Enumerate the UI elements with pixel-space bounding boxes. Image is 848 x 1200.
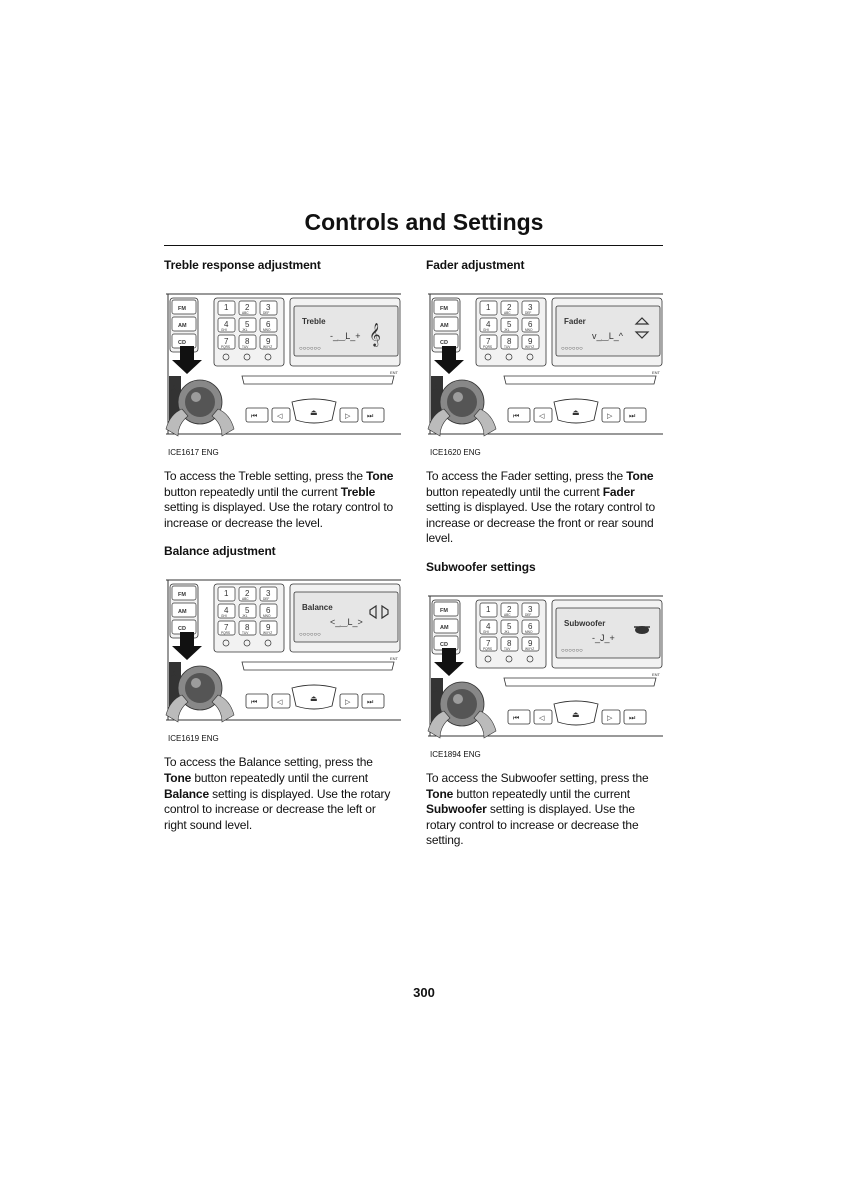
music-note-icon: ♫ — [170, 668, 177, 679]
bold-term: Treble — [340, 484, 376, 499]
seek-fwd-icon: ▷ — [607, 413, 613, 420]
preset-number: 8 — [245, 337, 250, 346]
preset-sublabel: DEF — [263, 311, 270, 315]
bold-term: Tone — [626, 469, 654, 483]
eject-icon: ⏏ — [310, 408, 318, 417]
display-label: Fader — [564, 317, 586, 326]
preset-number: 8 — [507, 638, 512, 648]
bold-term: Tone — [426, 786, 454, 801]
preset-sublabel: GHI — [221, 614, 227, 619]
prev-track-icon: ⏮ — [513, 413, 520, 420]
preset-sublabel: JKL — [242, 328, 248, 332]
text-run: button repeatedly until the current — [164, 484, 341, 499]
preset-sublabel: TUV — [242, 631, 249, 636]
text-run: To access the Subwoofer setting, press the — [426, 770, 649, 785]
preset-sublabel: TUV — [504, 345, 511, 349]
seek-back-icon: ◁ — [539, 413, 545, 420]
preset-number: 4 — [486, 621, 491, 631]
preset-sublabel: ABC — [242, 311, 249, 315]
text-run: button repeatedly until the current — [191, 770, 368, 785]
preset-sublabel: WXYZ — [525, 646, 535, 651]
preset-sublabel: GHI — [221, 328, 227, 332]
balance-figure — [164, 570, 400, 730]
band-button-label: CD — [178, 340, 186, 346]
preset-number: 9 — [266, 623, 271, 633]
treble-figure — [164, 284, 400, 444]
bold-term: Tone — [366, 469, 394, 483]
preset-number: 5 — [245, 606, 250, 616]
text-run: setting is displayed. Use the rotary control to increase or decrease the front or rear sound level. — [426, 500, 656, 546]
fader-section — [426, 258, 662, 547]
preset-number: 2 — [245, 589, 250, 599]
cd-slot — [504, 376, 656, 384]
figure-id: ICE1620 ENG — [430, 448, 481, 457]
preset-number: 1 — [486, 604, 491, 614]
eject-icon: ⏏ — [572, 709, 580, 719]
preset-number: 4 — [486, 320, 491, 329]
seek-back-icon: ◁ — [539, 714, 545, 722]
bold-term: Subwoofer — [426, 802, 487, 817]
indicator-dots: ○○○○○○ — [299, 346, 321, 352]
preset-sublabel: GHI — [483, 629, 489, 634]
cd-slot — [242, 376, 394, 384]
preset-number: 3 — [528, 604, 533, 614]
preset-number: 8 — [245, 623, 250, 633]
display-value: v_‿L_^ — [592, 331, 623, 341]
preset-number: 5 — [507, 621, 512, 631]
preset-sublabel: PQRS — [483, 646, 493, 651]
radio-panel-illustration — [426, 284, 663, 444]
section-heading: Treble response adjustment — [164, 258, 321, 272]
seek-back-icon: ◁ — [277, 413, 283, 420]
fader-figure — [426, 284, 662, 444]
text-run: To access the Balance setting, press the — [164, 755, 373, 770]
preset-number: 9 — [528, 337, 533, 346]
band-button-label: FM — [440, 607, 448, 614]
cd-slot-label: ENT — [652, 671, 660, 677]
bold-term: Fader — [602, 484, 635, 499]
preset-number: 2 — [507, 303, 512, 312]
balance-section — [164, 544, 400, 833]
preset-sublabel: WXYZ — [263, 345, 273, 349]
music-note-icon: ♫ — [432, 382, 439, 392]
preset-sublabel: MNO — [263, 614, 271, 619]
preset-sublabel: JKL — [504, 629, 510, 634]
preset-number: 4 — [224, 320, 229, 329]
next-track-icon: ⏭ — [629, 413, 636, 420]
display-label: Subwoofer — [564, 618, 606, 628]
preset-number: 7 — [224, 623, 229, 633]
preset-number: 2 — [245, 303, 250, 312]
preset-sublabel: ABC — [242, 597, 249, 602]
text-run: button repeatedly until the current — [426, 484, 603, 499]
text-run: To access the Treble setting, press the — [164, 469, 367, 483]
preset-number: 5 — [507, 320, 512, 329]
figure-id: ICE1619 ENG — [168, 734, 219, 744]
display-value: -_‿L_+ — [330, 331, 361, 341]
preset-number: 3 — [266, 303, 271, 312]
preset-number: 6 — [528, 320, 533, 329]
seek-fwd-icon: ▷ — [607, 714, 613, 722]
left-column — [164, 258, 400, 846]
cd-slot-label: ENT — [652, 370, 660, 375]
prev-track-icon: ⏮ — [513, 714, 520, 722]
prev-track-icon: ⏮ — [251, 413, 258, 420]
svg-text:𝄞: 𝄞 — [369, 322, 381, 346]
section-heading: Subwoofer settings — [426, 559, 536, 574]
band-button-label: FM — [178, 592, 186, 599]
band-button-label: AM — [178, 323, 187, 329]
section-heading: Fader adjustment — [426, 258, 525, 272]
preset-number: 9 — [528, 638, 533, 648]
page-title: Controls and Settings — [304, 209, 544, 235]
section-paragraph — [164, 469, 400, 531]
seek-back-icon: ◁ — [277, 699, 283, 707]
preset-number: 1 — [224, 589, 229, 599]
preset-number: 4 — [224, 606, 229, 616]
cd-slot-label: ENT — [390, 370, 398, 375]
band-button-label: CD — [178, 626, 186, 633]
section-heading: Balance adjustment — [164, 544, 276, 559]
seek-fwd-icon: ▷ — [345, 413, 351, 420]
eject-icon: ⏏ — [572, 408, 580, 417]
preset-sublabel: DEF — [525, 612, 532, 617]
text-run: setting is displayed. Use the rotary control to increase or decrease the setting. — [426, 802, 639, 848]
preset-number: 1 — [486, 303, 491, 312]
text-run: button repeatedly until the current — [453, 786, 630, 801]
section-paragraph — [164, 755, 400, 833]
preset-number: 6 — [528, 621, 533, 631]
section-paragraph — [426, 771, 662, 849]
preset-sublabel: JKL — [242, 614, 248, 619]
right-column — [426, 258, 662, 862]
subwoofer-section — [426, 560, 662, 849]
preset-number: 8 — [507, 337, 512, 346]
preset-sublabel: WXYZ — [263, 631, 273, 636]
preset-number: 7 — [486, 337, 491, 346]
next-track-icon: ⏭ — [367, 413, 374, 420]
treble-clef-icon — [369, 322, 381, 347]
preset-number: 9 — [266, 337, 271, 346]
display-value: <_‿L_> — [330, 617, 363, 628]
band-button-label: CD — [440, 641, 448, 648]
subwoofer-figure — [426, 586, 662, 746]
band-button-label: AM — [440, 323, 449, 329]
eject-icon: ⏏ — [310, 694, 318, 704]
preset-sublabel: PQRS — [483, 345, 493, 349]
figure-id: ICE1894 ENG — [430, 749, 481, 759]
preset-number: 5 — [245, 320, 250, 329]
indicator-dots: ○○○○○○ — [561, 346, 583, 352]
preset-number: 1 — [224, 303, 229, 312]
display-value: -_J_+ — [592, 632, 615, 643]
band-button-label: FM — [440, 306, 448, 312]
display-label: Balance — [302, 603, 333, 613]
preset-number: 3 — [528, 303, 533, 312]
band-button-label: FM — [178, 306, 186, 312]
preset-sublabel: DEF — [263, 597, 270, 602]
preset-number: 6 — [266, 320, 271, 329]
cd-slot — [504, 678, 656, 686]
title-rule — [164, 245, 663, 246]
text-run: setting is displayed. Use the rotary control to increase or decrease the level. — [164, 500, 394, 530]
radio-panel-illustration — [426, 586, 663, 746]
preset-sublabel: MNO — [525, 629, 533, 634]
figure-id: ICE1617 ENG — [168, 448, 219, 457]
preset-sublabel: GHI — [483, 328, 489, 332]
bold-term: Tone — [164, 770, 192, 785]
cd-slot — [242, 662, 394, 670]
preset-sublabel: TUV — [242, 345, 249, 349]
preset-sublabel: ABC — [504, 311, 511, 315]
music-note-icon: ♫ — [170, 382, 177, 392]
section-paragraph — [426, 469, 662, 547]
radio-panel-illustration — [164, 570, 401, 730]
preset-sublabel: TUV — [504, 646, 511, 651]
prev-track-icon: ⏮ — [251, 699, 258, 707]
music-note-icon: ♫ — [432, 683, 439, 694]
seek-fwd-icon: ▷ — [345, 699, 351, 707]
preset-number: 3 — [266, 589, 271, 599]
band-button-label: CD — [440, 340, 448, 346]
cd-slot-label: ENT — [390, 656, 398, 662]
preset-sublabel: JKL — [504, 328, 510, 332]
preset-sublabel: WXYZ — [525, 345, 535, 349]
radio-panel-illustration — [164, 284, 401, 444]
preset-sublabel: ABC — [504, 612, 511, 617]
text-run: To access the Fader setting, press the — [426, 469, 627, 483]
preset-sublabel: PQRS — [221, 631, 231, 636]
text-run: setting is displayed. Use the rotary control to increase or decrease the left or right sound level. — [164, 786, 391, 832]
band-button-label: AM — [440, 624, 449, 631]
page-number: 300 — [413, 985, 435, 1000]
preset-sublabel: DEF — [525, 311, 532, 315]
next-track-icon: ⏭ — [629, 714, 636, 722]
preset-number: 2 — [507, 604, 512, 614]
band-button-label: AM — [178, 609, 187, 616]
next-track-icon: ⏭ — [367, 699, 374, 707]
treble-section — [164, 258, 400, 531]
preset-number: 7 — [486, 638, 491, 648]
preset-number: 7 — [224, 337, 229, 346]
indicator-dots: ○○○○○○ — [561, 647, 583, 654]
indicator-dots: ○○○○○○ — [299, 632, 321, 639]
display-label: Treble — [302, 317, 326, 326]
preset-number: 6 — [266, 606, 271, 616]
preset-sublabel: PQRS — [221, 345, 231, 349]
bold-term: Balance — [164, 786, 209, 801]
preset-sublabel: MNO — [263, 328, 271, 332]
preset-sublabel: MNO — [525, 328, 533, 332]
